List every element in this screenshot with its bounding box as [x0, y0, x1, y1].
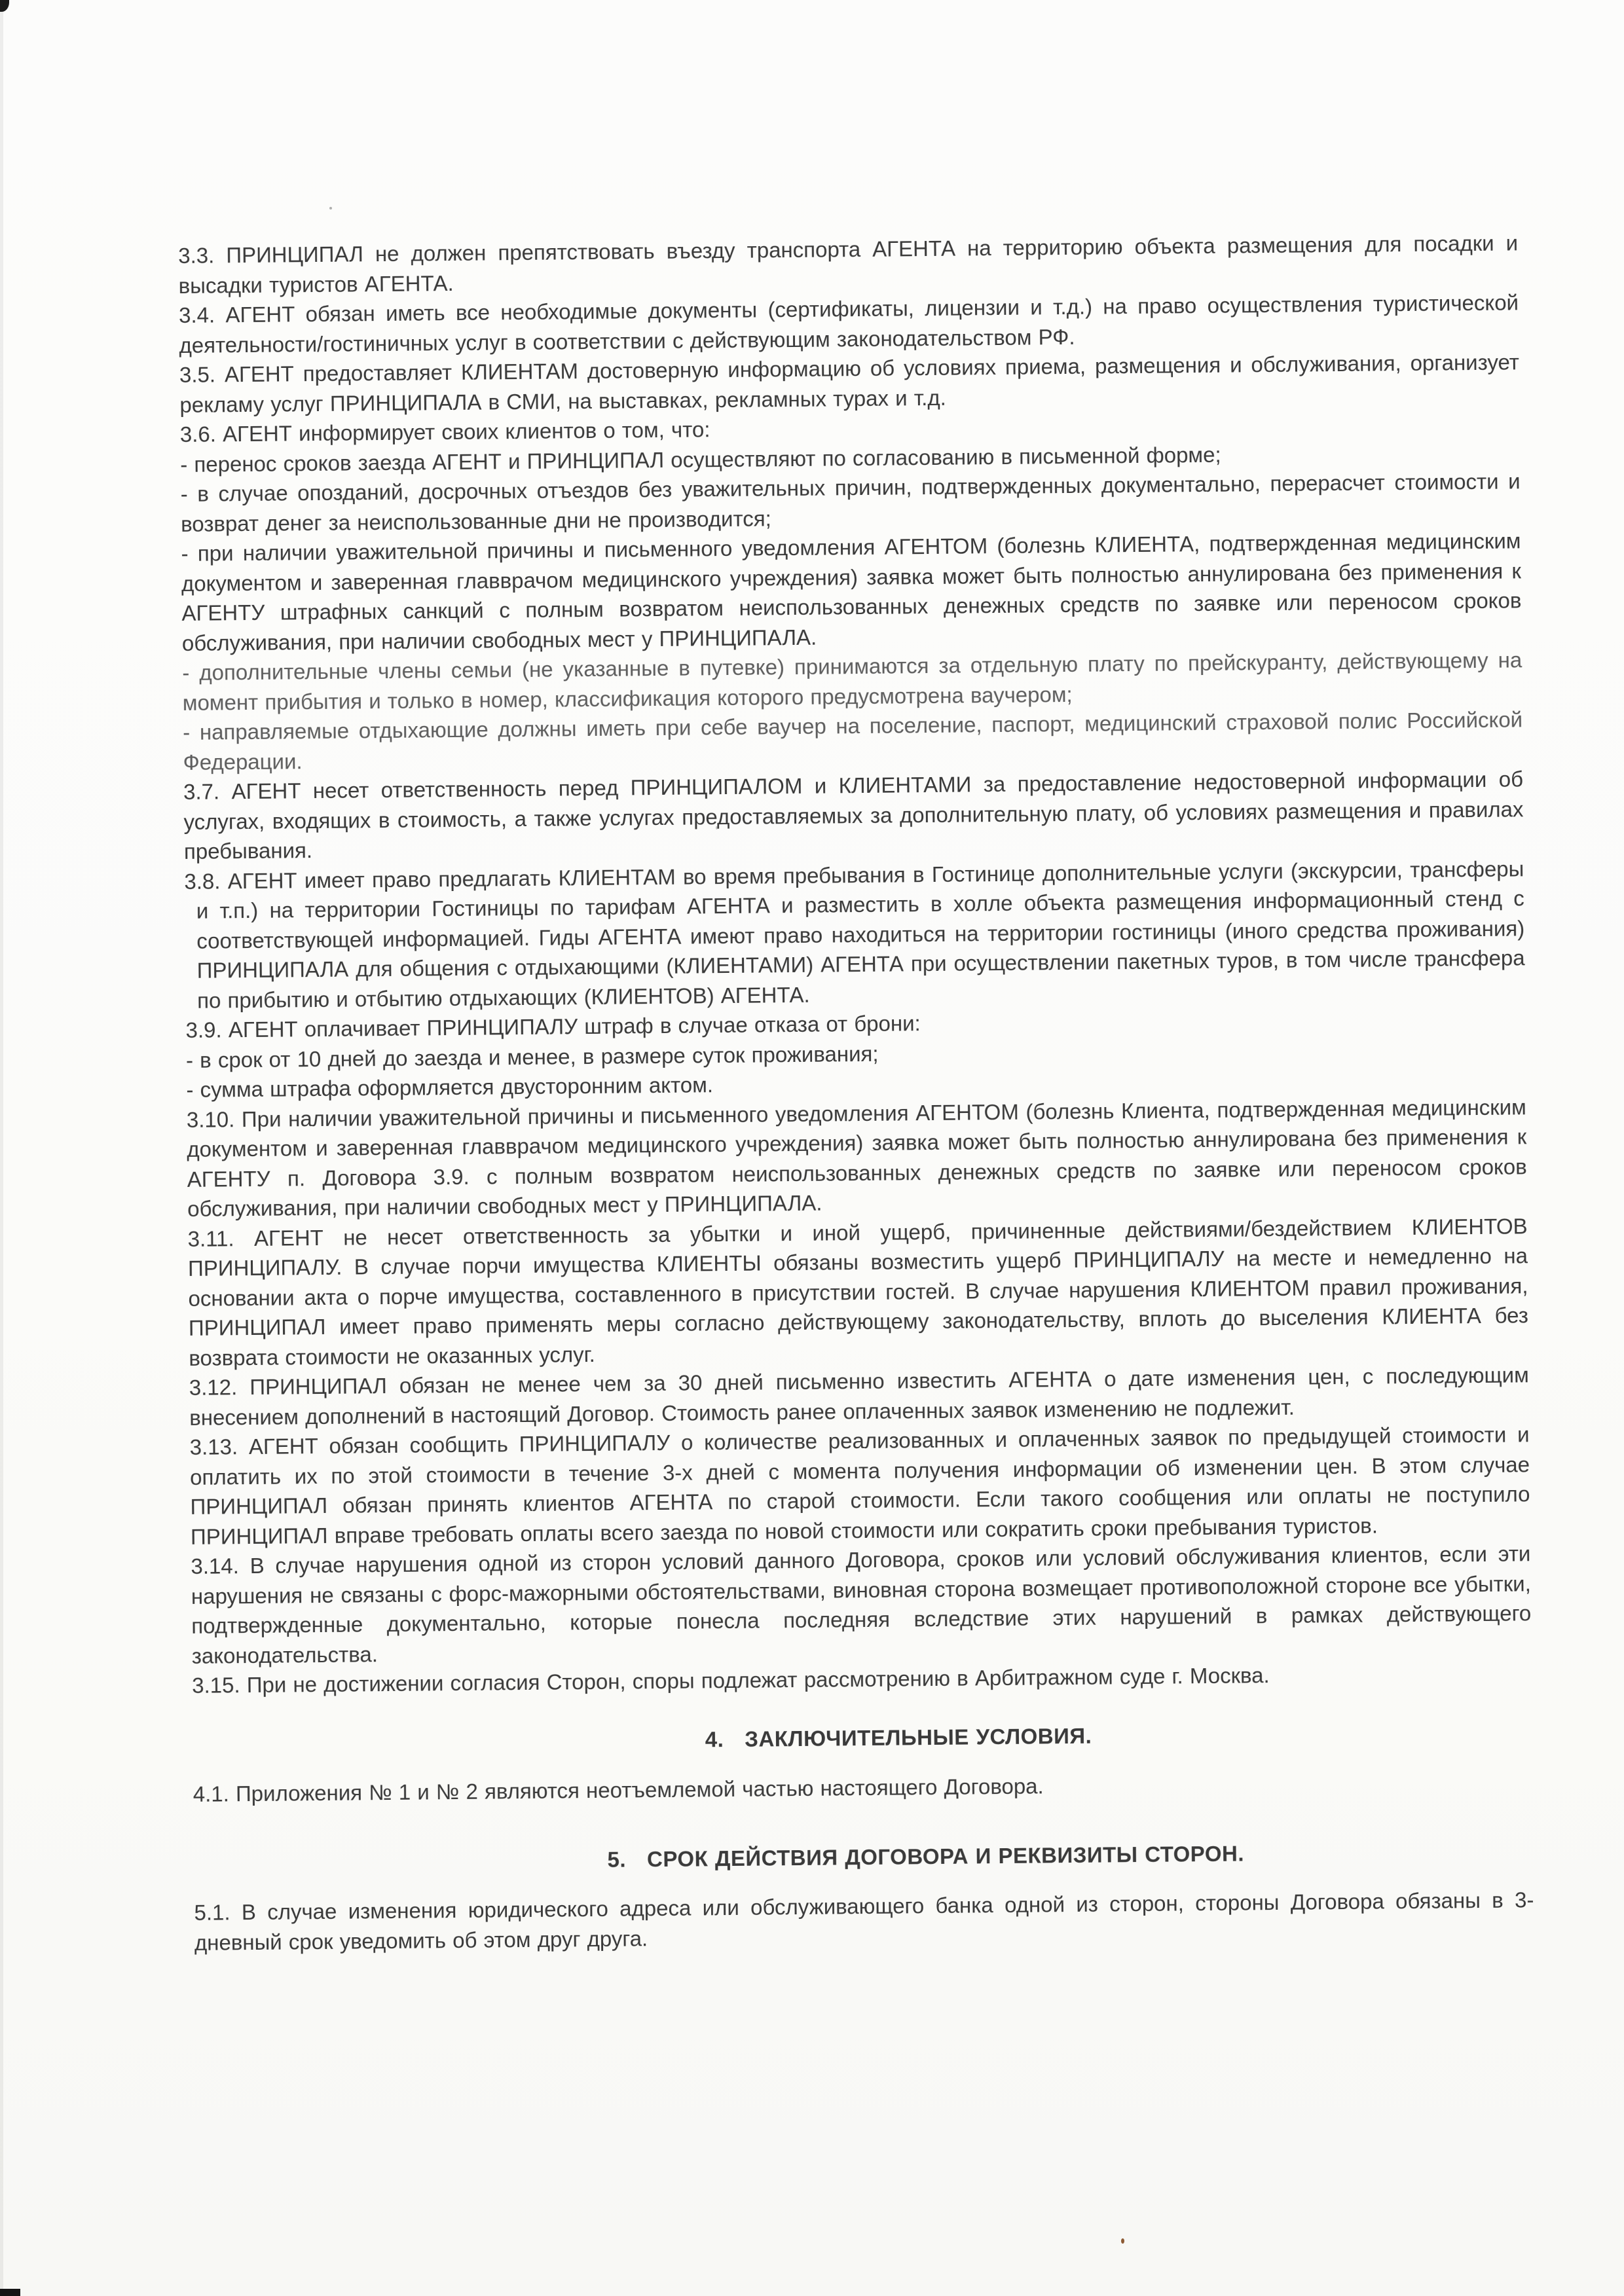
contract-paragraph: - дополнительные члены семьи (не указанные в путевке) принимаются за отдельную плату по прейскуранту, действующему на момент прибытия и только в номер, классификация которого предусмотрена ваучером;	[182, 647, 1522, 715]
contract-paragraph: 3.4. АГЕНТ обязан иметь все необходимые документы (сертификаты, лицензии и т.д.) на право осуществления туристической деятельности/гостиничных услуг в соответствии с действующим законодательством РФ.	[178, 290, 1519, 357]
contract-paragraph: - при наличии уважительной причины и письменного уведомления АГЕНТОМ (болезнь КЛИЕНТА, подтвержденная медицинским документом и заверенная главврачом медицинского учреждения) заявка может быть полностью аннулирована без применения к АГЕНТУ штрафных санкций с полным возвратом неиспользованных денежных средств по заявке или переносом сроков обслуживания, при наличии свободных мест у ПРИНЦИПАЛА.	[181, 528, 1522, 655]
contract-paragraph: 3.11. АГЕНТ не несет ответственность за убытки и иной ущерб, причиненные действиями/бездействием КЛИЕНТОВ ПРИНЦИПАЛУ. В случае порчи имущества КЛИЕНТЫ обязаны возместить ущерб ПРИНЦИПАЛУ на месте и немедленно на основании акта о порче имущества, составленного в присутствии гостей. В случае нарушения КЛИЕНТОМ правил проживания, ПРИНЦИПАЛ имеет право применять меры согласно действующему законодательству, вплоть до выселения КЛИЕНТА без возврата стоимости не оказанных услуг.	[187, 1213, 1529, 1370]
section-heading: 4. ЗАКЛЮЧИТЕЛЬНЫЕ УСЛОВИЯ.	[705, 1723, 1092, 1751]
contract-paragraph: 5.1. В случае изменения юридического адреса или обслуживающего банка одной из сторон, стороны Договора обязаны в 3-дневный срок уведомить об этом друг друга.	[194, 1887, 1534, 1955]
contract-paragraph: 3.8. АГЕНТ имеет право предлагать КЛИЕНТАМ во время пребывания в Гостинице дополнительные услуги (экскурсии, трансферы и т.п.) на территории Гостиницы по тарифам АГЕНТА и разместить в холле объекта размещения информационный стенд с соответствующей информацией. Гиды АГЕНТА имеют право находиться на территории гостиницы (иного средства проживания) ПРИНЦИПАЛА для общения с отдыхающими (КЛИЕНТАМИ) АГЕНТА при осуществлении пакетных туров, в том числе трансфера по прибытию и отбытию отдыхающих (КЛИЕНТОВ) АГЕНТА.	[184, 856, 1525, 1013]
contract-paragraph: 3.12. ПРИНЦИПАЛ обязан не менее чем за 30 дней письменно известить АГЕНТА о дате изменения цен, с последующим внесением дополнений в настоящий Договор. Стоимость ранее оплаченных заявок изменению не подлежит.	[189, 1362, 1529, 1430]
contract-paragraph: - в срок от 10 дней до заезда и менее, в размере суток проживания;	[185, 1041, 879, 1072]
scan-artifact-top-left	[0, 0, 9, 12]
section-heading: 5. СРОК ДЕЙСТВИЯ ДОГОВОРА И РЕКВИЗИТЫ СТОРОН.	[607, 1840, 1245, 1872]
scan-artifact-speck	[329, 207, 332, 210]
contract-paragraph: 4.1. Приложения № 1 и № 2 являются неотъемлемой частью настоящего Договора.	[193, 1774, 1044, 1806]
scan-artifact-speck	[716, 826, 718, 829]
contract-text	[178, 228, 1534, 1958]
contract-paragraph: 3.15. При не достижении согласия Сторон, споры подлежат рассмотрению в Арбитражном суде г. Москва.	[192, 1663, 1270, 1698]
contract-paragraph: 3.5. АГЕНТ предоставляет КЛИЕНТАМ достоверную информацию об условиях приема, размещения и обслуживания, организует рекламу услуг ПРИНЦИПАЛА в СМИ, на выставках, рекламных турах и т.д.	[179, 350, 1520, 417]
contract-paragraph: - сумма штрафа оформляется двусторонним актом.	[186, 1072, 714, 1102]
contract-paragraph: 3.9. АГЕНТ оплачивает ПРИНЦИПАЛУ штраф в случае отказа от брони:	[185, 1011, 921, 1042]
contract-paragraph: 3.10. При наличии уважительной причины и письменного уведомления АГЕНТОМ (болезнь Клиента, подтвержденная медицинским документом и заверенная главврачом медицинского учреждения) заявка может быть полностью аннулирована без применения к АГЕНТУ п. Договора 3.9. с полным возвратом неиспользованных денежных средств по заявке или переносом сроков обслуживания, при наличии свободных мест у ПРИНЦИПАЛА.	[186, 1094, 1527, 1221]
contract-paragraph: 3.3. ПРИНЦИПАЛ не должен препятствовать въезду транспорта АГЕНТА на территорию объекта размещения для посадки и высадки туристов АГЕНТА.	[178, 230, 1519, 298]
contract-paragraph: 3.13. АГЕНТ обязан сообщить ПРИНЦИПАЛУ о количестве реализованных и оплаченных заявок по предыдущей стоимости и оплатить их по этой стоимости в течение 3-х дней с момента получения информации об изменении цен. В этом случае ПРИНЦИПАЛ обязан принять клиентов АГЕНТА по старой стоимости. Если такого сообщения или оплаты не поступило ПРИНЦИПАЛ вправе требовать оплаты всего заезда по новой стоимости или сократить сроки пребывания туристов.	[189, 1422, 1530, 1549]
scan-artifact-speck	[1121, 2238, 1124, 2244]
scan-edge-shade	[0, 0, 3, 2296]
contract-paragraph: - в случае опозданий, досрочных отъездов без уважительных причин, подтвержденных документально, перерасчет стоимости и возврат денег за неиспользованные дни не производится;	[180, 469, 1521, 536]
scan-artifact-bottom-left	[0, 2289, 20, 2296]
contract-paragraph: - перенос сроков заезда АГЕНТ и ПРИНЦИПАЛ осуществляют по согласованию в письменной форме;	[180, 442, 1221, 477]
contract-paragraph: 3.7. АГЕНТ несет ответственность перед ПРИНЦИПАЛОМ и КЛИЕНТАМИ за предоставление недостоверной информации об услугах, входящих в стоимость, а также услугах предоставляемых за дополнительную плату, об условиях размещения и правилах пребывания.	[183, 767, 1524, 864]
contract-paragraph: - направляемые отдыхающие должны иметь при себе ваучер на поселение, паспорт, медицинский страховой полис Российской Федерации.	[183, 707, 1523, 774]
contract-paragraph: 3.14. В случае нарушения одной из сторон условий данного Договора, сроков или условий обслуживания клиентов, если эти нарушения не связаны с форс-мажорными обстоятельствами, виновная сторона возмещает противоположной стороне все убытки, подтвержденные документально, которые понесла последняя вследствие этих нарушений в рамках действующего законодательства.	[191, 1541, 1532, 1668]
contract-paragraph: 3.6. АГЕНТ информирует своих клиентов о том, что:	[179, 417, 710, 446]
